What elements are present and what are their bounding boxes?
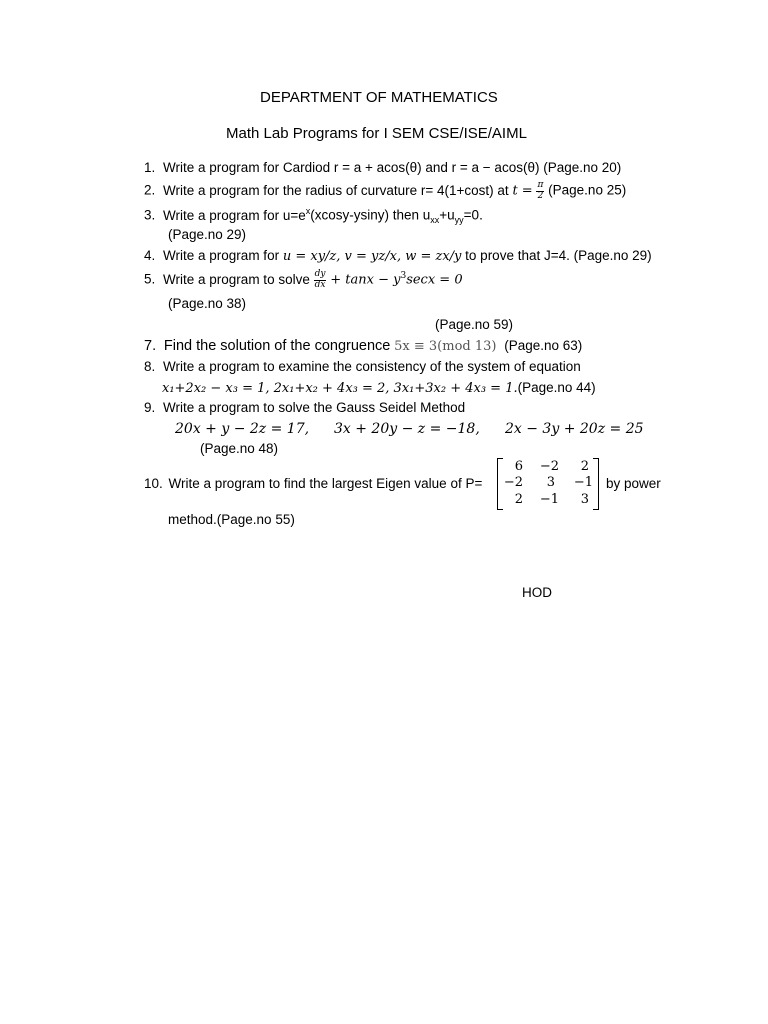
matrix-cell: −2 bbox=[503, 475, 523, 490]
matrix-cell: 3 bbox=[546, 475, 555, 490]
item-text: method.(Page.no 55) bbox=[168, 512, 295, 527]
page-reference: (Page.no 29) bbox=[168, 227, 247, 242]
page-title: Math Lab Programs for I SEM CSE/ISE/AIML bbox=[226, 125, 527, 142]
superscript: x bbox=[305, 206, 311, 216]
matrix-cell: −2 bbox=[539, 459, 559, 474]
list-item bbox=[144, 181, 626, 201]
item-number: 10. bbox=[144, 476, 163, 491]
equation: 20x + y − 2z = 17, bbox=[175, 421, 310, 437]
item-text: Write a program to examine the consistency of the system of equation bbox=[163, 359, 581, 374]
item-text: to prove that J=4. (Page.no 29) bbox=[465, 248, 652, 263]
matrix bbox=[497, 458, 599, 508]
math-expression: secx = 0 bbox=[406, 272, 463, 288]
item-text: Write a program for bbox=[163, 248, 280, 263]
superscript: 3 bbox=[400, 271, 407, 282]
item-text: Write a program to solve the Gauss Seidel Method bbox=[163, 400, 466, 415]
math-expression: t = bbox=[512, 183, 533, 199]
department-title: DEPARTMENT OF MATHEMATICS bbox=[260, 89, 498, 106]
equation: 2x − 3y + 20z = 25 bbox=[505, 421, 644, 437]
item-number: 1. bbox=[144, 160, 156, 175]
list-item bbox=[144, 248, 652, 264]
fraction: $\frac{\pi}{2}$ bbox=[537, 180, 544, 201]
item-number: 9. bbox=[144, 400, 156, 415]
matrix-cell: −1 bbox=[539, 492, 559, 507]
item-number: 5. bbox=[144, 271, 156, 287]
item-text: Write a program for Cardiod r = a + acos(θ) and r = a − acos(θ) (Page.no 20) bbox=[163, 160, 622, 175]
page-reference: (Page.no 63) bbox=[504, 338, 583, 353]
signature-label: HOD bbox=[522, 585, 552, 600]
item-number: 3. bbox=[144, 207, 156, 223]
math-expression: u = xy/z, v = yz/x, w = zx/y bbox=[282, 249, 462, 264]
list-item bbox=[144, 338, 582, 354]
list-item bbox=[144, 359, 581, 374]
item-text: by power bbox=[606, 476, 661, 491]
right-bracket bbox=[593, 458, 599, 510]
item-number: 2. bbox=[144, 182, 156, 198]
math-expression: x₁+2x₂ − x₃ = 1, 2x₁+x₂ + 4x₃ = 2, 3x₁+3x₂ + 4x₃ = 1. bbox=[162, 381, 518, 396]
item-number: 8. bbox=[144, 359, 156, 374]
list-item bbox=[144, 270, 463, 290]
page-reference: (Page.no 38) bbox=[168, 296, 247, 311]
item-text: (xcosy-ysiny) then u bbox=[310, 207, 431, 223]
list-item bbox=[144, 160, 621, 175]
equation-line bbox=[162, 380, 596, 396]
list-item bbox=[144, 400, 465, 415]
equation: 3x + 20y − z = −18, bbox=[334, 421, 480, 437]
item-text: Write a program for the radius of curvature r= 4(1+cost) at bbox=[163, 182, 509, 198]
item-text: Write a program to solve bbox=[163, 271, 310, 287]
math-expression: 5x ≡ 3(mod 13) bbox=[394, 339, 497, 354]
item-text: Find the solution of the congruence bbox=[163, 338, 391, 354]
item-number: 7. bbox=[144, 338, 157, 354]
page-reference: (Page.no 59) bbox=[435, 317, 514, 332]
page-reference: (Page.no 25) bbox=[548, 182, 627, 198]
list-item bbox=[144, 476, 482, 491]
page-reference: (Page.no 44) bbox=[517, 380, 596, 395]
matrix-cell: 2 bbox=[514, 492, 523, 507]
list-item bbox=[144, 206, 483, 225]
matrix-cell: 2 bbox=[580, 459, 589, 474]
matrix-cell: −1 bbox=[573, 475, 593, 490]
math-expression: + tanx − y bbox=[330, 272, 401, 288]
subscript: yy bbox=[454, 215, 464, 226]
item-text: Write a program to find the largest Eigen value of P= bbox=[168, 476, 483, 491]
matrix-cell: 6 bbox=[514, 459, 523, 474]
item-text: +u bbox=[439, 207, 455, 223]
item-number: 4. bbox=[144, 248, 156, 263]
page-reference: (Page.no 48) bbox=[200, 441, 279, 456]
subscript: xx bbox=[430, 215, 440, 226]
matrix-cell: 3 bbox=[580, 492, 589, 507]
item-text: Write a program for u=e bbox=[163, 207, 306, 223]
item-text: =0. bbox=[463, 207, 483, 223]
fraction: $\frac{dy}{dx}$ bbox=[314, 269, 326, 290]
